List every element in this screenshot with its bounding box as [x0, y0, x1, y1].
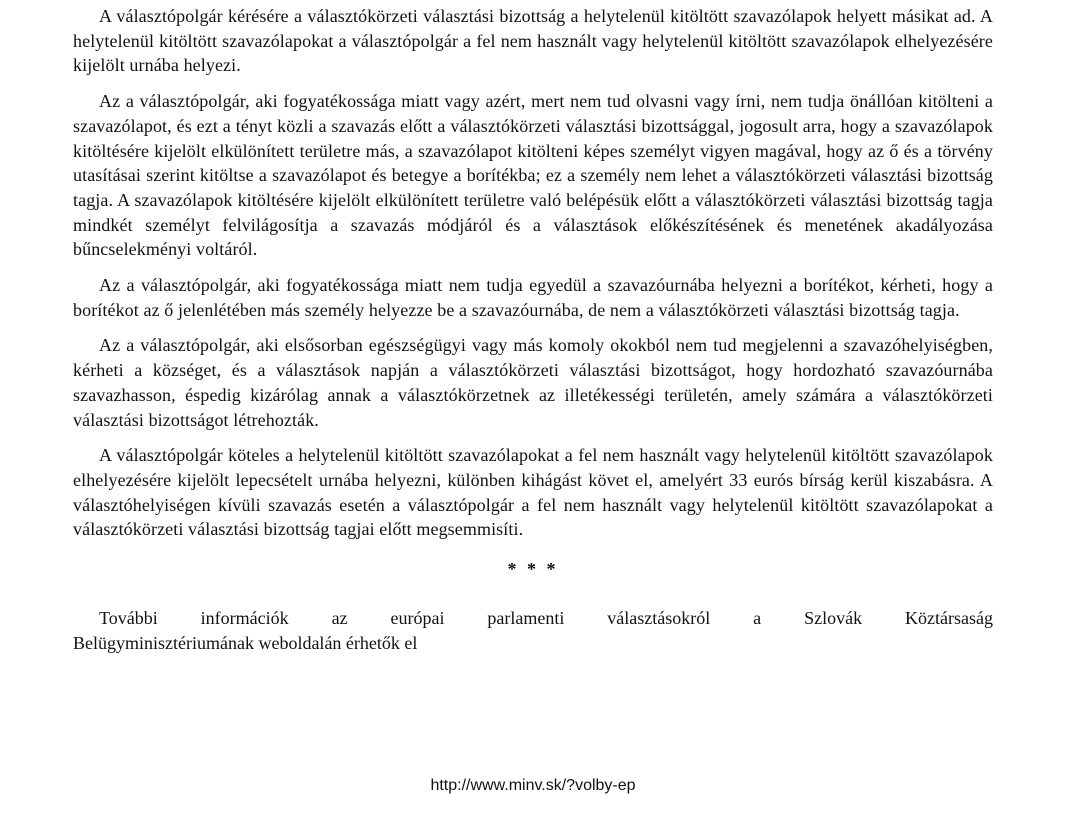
more-info-line-1: További információk az európai parlamenti választásokról a Szlovák Köztársaság	[99, 608, 993, 629]
document-body	[73, 0, 993, 655]
section-separator: * * *	[507, 559, 559, 580]
paragraph-assisted-voting: Az a választópolgár, aki fogyatékossága miatt vagy azért, mert nem tud olvasni vagy írni, nem tudja önállóan kitölteni a szavazólapot, és ezt a tényt közli a szavazás előtt a választókörzeti választási bizottsággal, jogosult arra, hogy a szavazólapok kitöltésére kijelölt elkülönített területre más, a szavazólapot kitölteni képes személyt vigyen magával, hogy az ő és a törvény utasításai szerint kitöltse a szavazólapot és betegye a borítékba; ez a személy nem lehet a választókörzeti választási bizottság tagja. A szavazólapok kitöltésére kijelölt elkülönített területre való belépésük előtt a választókörzeti választási bizottság tagja mindkét személyt felvilágosítja a szavazás módjáról és a választások előkészítésének és menetének akadályozása bűncselekményi voltáról.	[73, 91, 993, 260]
paragraph-envelope-assistance: Az a választópolgár, aki fogyatékossága miatt nem tudja egyedül a szavazóurnába helyezni a borítékot, kérheti, hogy a borítékot az ő jelenlétében más személy helyezze be a szavazóurnába, de nem a választókörzeti választási bizottság tagja.	[73, 275, 993, 320]
more-info-line-2: Belügyminisztériumának weboldalán érhetők el	[73, 632, 418, 653]
more-info-text	[73, 606, 993, 655]
paragraph-obligation-fine: A választópolgár köteles a helytelenül kitöltött szavazólapokat a fel nem használt vagy helytelenül kitöltött szavazólapok elhelyezésére kijelölt lepecsételt urnába helyezni, különben kihágást követ el, amelyért 33 eurós bírság kerül kiszabásra. A választóhelyiségen kívüli szavazás esetén a választópolgár a fel nem használt vagy helytelenül kitöltött szavazólapokat a választókörzeti választási bizottság tagjai előtt megsemmisíti.	[73, 445, 993, 540]
paragraph-portable-ballot-box: Az a választópolgár, aki elsősorban egészségügyi vagy más komoly okokból nem tud megjelenni a szavazóhelyiségben, kérheti a községet, és a választások napján a választókörzeti választási bizottságot, hogy hordozható szavazóurnába szavazhasson, éspedig kizárólag annak a választókörzetnek az illetékességi területén, amely számára a választókörzeti választási bizottságot létrehozták.	[73, 335, 993, 430]
ministry-url-link[interactable]: http://www.minv.sk/?volby-ep	[430, 777, 636, 794]
paragraph-spoiled-ballots: A választópolgár kérésére a választókörzeti választási bizottság a helytelenül kitöltött szavazólapok helyett másikat ad. A helytelenül kitöltött szavazólapokat a választópolgár a fel nem használt vagy helytelenül kitöltött szavazólapok elhelyezésére kijelölt urnába helyezi.	[73, 6, 993, 76]
